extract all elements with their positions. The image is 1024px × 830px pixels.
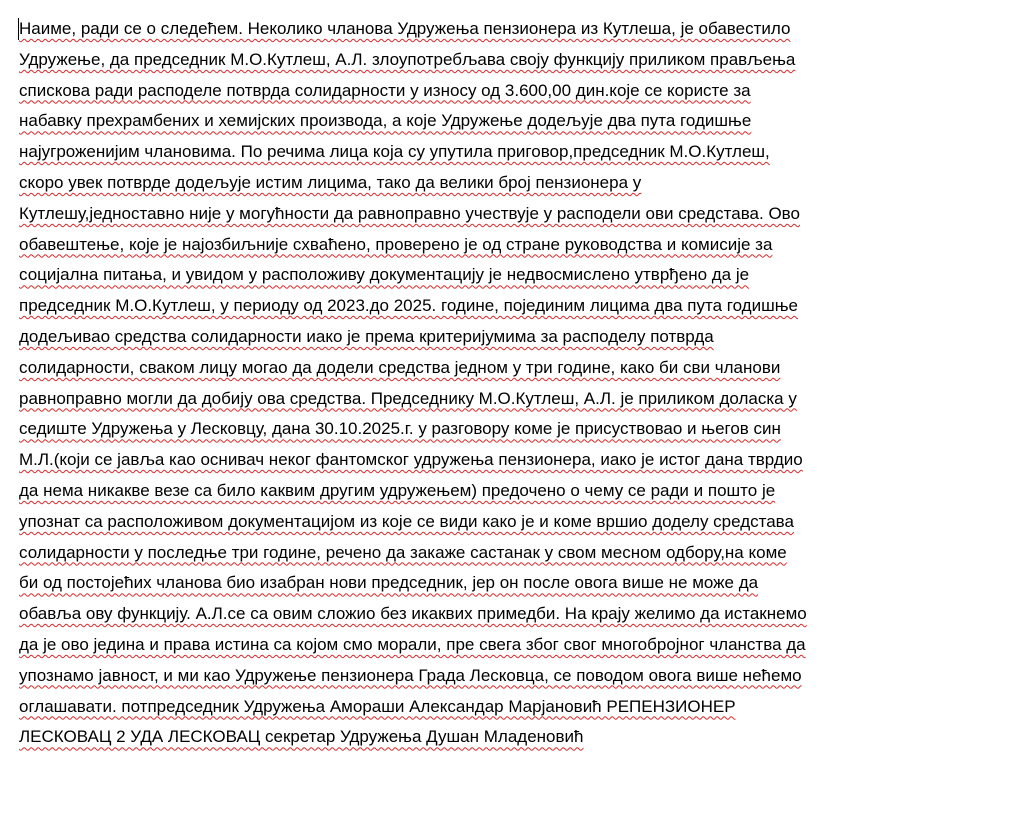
text-line-12: солидарности, сваком лицу могао да додели средства једном у три године, како би сви чланови <box>19 357 781 377</box>
text-line-2: Удружење, да председник М.О.Кутлеш, А.Л. злоупотребљава своју функцију приликом прављења <box>19 49 796 69</box>
text-line-4: набавку прехрамбених и хемијских производа, а које Удружење додељује два пута годишње <box>19 111 752 131</box>
text-line-10: председник М.О.Кутлеш, у периоду од 2023.до 2025. године, појединим лицима два пута годишње <box>19 296 798 316</box>
text-line-24: ЛЕСКОВАЦ 2 УДА ЛЕСКОВАЦ секретар Удружења Душан Младеновић <box>19 727 584 747</box>
text-line-19: би од постојећих чланова био изабран нови председник, јер он после овога више не може да <box>19 573 759 593</box>
text-line-3: спискова ради расподеле потврда солидарности у износу од 3.600,00 дин.које се користе за <box>19 80 751 100</box>
text-line-8: обавештење, које је најозбиљније схваћено, проверено је од стране руководства и комисије за <box>19 234 773 254</box>
text-line-6: скоро увек потврде додељује истим лицима, тако да велики број пензионера у <box>19 172 642 192</box>
text-line-13: равноправно могли да добију ова средства. Председнику М.О.Кутлеш, А.Л. је приликом доласка у <box>19 388 797 408</box>
text-line-18: солидарности у последње три године, речено да закаже састанак у свом месном одбору,на коме <box>19 542 787 562</box>
text-line-16: да нема никакве везе са било каквим другим удружењем) предочено о чему се ради и пошто је <box>19 480 776 500</box>
text-line-21: да је ово једина и права истина са којом смо морали, пре свега због свог многобројног чланства да <box>19 634 806 654</box>
text-line-22: упознамо јавност, и ми као Удружење пензионера Града Лесковца, се поводом овога више нећемо <box>19 665 802 685</box>
text-line-23: оглашавати. потпредседник Удружења Амораши Александар Марјановић РЕПЕНЗИОНЕР <box>19 696 736 716</box>
text-line-15: М.Л.(који се јавља као оснивач неког фантомског удружења пензионера, иако је истог дана тврдио <box>19 450 803 470</box>
text-line-20: обавља ову функцију. А.Л.се са овим сложио без икаквих примедби. На крају желимо да истакнемо <box>19 604 807 624</box>
text-line-17: упознат са расположивом документацијом из које се види како је и коме вршио доделу средстава <box>19 511 794 531</box>
text-line-9: социјална питања, и увидом у расположиву документацију је недвосмислено утврђено да је <box>19 265 750 285</box>
text-line-5: најугроженијим члановима. По речима лица која су упутила приговор,председник М.О.Кутлеш, <box>19 142 770 162</box>
text-line-14: седиште Удружења у Лесковцу, дана 30.10.2025.г. у разговору коме је присуствовао и његов син <box>19 419 781 439</box>
text-line-1: Наиме, ради се о следећем. Неколико чланова Удружења пензионера из Кутлеша, је обавестило <box>19 19 791 38</box>
document-body[interactable] <box>19 14 1019 753</box>
text-line-7: Кутлешу,једноставно није у могућности да равноправно учествује у расподели ови средстава. Ово <box>19 203 800 223</box>
text-line-11: додељивао средства солидарности иако је према критеријумима за расподелу потврда <box>19 326 714 346</box>
